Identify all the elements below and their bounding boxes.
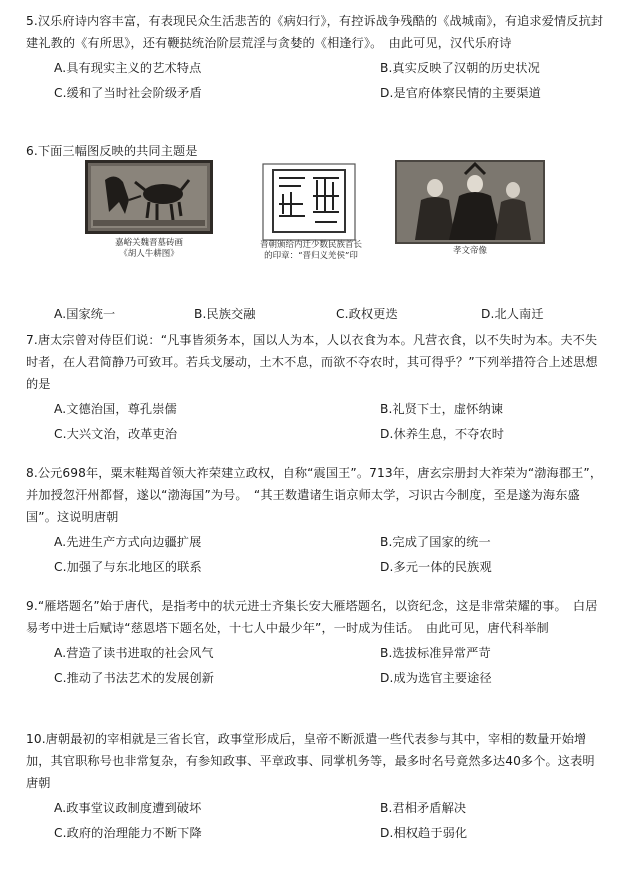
question-7	[26, 329, 604, 448]
question-9-stem: 9.“雁塔题名”始于唐代，是指考中的状元进士齐集长安大雁塔题名，以资纪念，这是非常荣耀的事。 白居易考中进士后赋诗“慈恩塔下题名处，十七人中最少年”，一时成为佳话。 由此可见，唐代科举制	[26, 599, 598, 635]
option-8b[interactable]: B.完成了国家的统一	[380, 535, 491, 549]
option-7b[interactable]: B.礼贤下士，虚怀纳谏	[380, 402, 504, 416]
figure-ox-plowing	[85, 160, 213, 234]
portrait-image	[395, 160, 545, 244]
question-7-stem: 7.唐太宗曾对侍臣们说：“凡事皆须务本，国以人为本，人以衣食为本。凡营衣食，以不失时为本。夫不失时者，在人君简静乃可致耳。若兵戈屡动，土木不息，而欲不夺农时，其可得乎？”下列举措符合上述思想的是	[26, 333, 598, 391]
option-7d[interactable]: D.休养生息，不夺农时	[380, 427, 505, 441]
option-8d[interactable]: D.多元一体的民族观	[380, 560, 492, 574]
question-6-figures	[85, 160, 545, 272]
question-7-options-row-2	[26, 423, 604, 448]
option-9d[interactable]: D.成为选官主要途径	[380, 671, 492, 685]
question-9-options-row-2	[26, 667, 604, 692]
option-5c[interactable]: C.缓和了当时社会阶级矛盾	[54, 86, 202, 100]
figure-portrait	[395, 160, 545, 244]
option-8c[interactable]: C.加强了与东北地区的联系	[54, 560, 202, 574]
option-8a[interactable]: A.先进生产方式向边疆扩展	[54, 535, 202, 549]
option-10a[interactable]: A.政事堂议政制度遭到破坏	[54, 801, 202, 815]
question-10	[26, 728, 604, 847]
question-10-options-row-1	[26, 797, 604, 822]
question-8	[26, 462, 604, 581]
question-5-options-row-2	[26, 82, 604, 107]
question-10-options-row-2	[26, 822, 604, 847]
question-9	[26, 595, 604, 692]
option-5a[interactable]: A.具有现实主义的艺术特点	[54, 61, 202, 75]
question-8-stem: 8.公元698年，粟末鞋羯首领大祚荣建立政权，自称“震国王”。713年，唐玄宗册封大祚荣为“渤海郡王”，并加授忽汗州都督，遂以“渤海国”为号。 “其王数遣诸生诣京师太学，习识古今制度，至是遂为海东盛国”。这说明唐朝	[26, 466, 603, 524]
figure-1-caption: 嘉峪关魏晋墓砖画 《胡人牛耕图》	[114, 238, 183, 259]
figure-3-caption: 孝文帝像	[452, 246, 487, 256]
figure-2-caption: 晋朝颁给内迁少数民族首长 的印章：“晋归义羌侯”印	[259, 240, 362, 261]
seal-image	[239, 160, 381, 244]
option-9c[interactable]: C.推动了书法艺术的发展创新	[54, 671, 215, 685]
option-10b[interactable]: B.君相矛盾解决	[380, 801, 467, 815]
option-10c[interactable]: C.政府的治理能力不断下降	[54, 826, 202, 840]
option-6c[interactable]: C.政权更迭	[336, 307, 398, 321]
figure-seal	[239, 160, 381, 244]
option-7a[interactable]: A.文德治国，尊孔崇儒	[54, 402, 177, 416]
option-6b[interactable]: B.民族交融	[194, 307, 256, 321]
option-6d[interactable]: D.北人南迁	[481, 307, 544, 321]
question-6-options-row	[26, 303, 604, 328]
option-9b[interactable]: B.选拔标准异常严苛	[380, 646, 491, 660]
option-5b[interactable]: B.真实反映了汉朝的历史状况	[380, 61, 540, 75]
option-5d[interactable]: D.是官府体察民情的主要渠道	[380, 86, 541, 100]
option-9a[interactable]: A.营造了读书进取的社会风气	[54, 646, 214, 660]
question-5-stem: 5.汉乐府诗内容丰富，有表现民众生活悲苦的《病妇行》，有控诉战争残酷的《战城南》，有追求爱情反抗封建礼教的《有所思》，还有鞭挞统治阶层荒淫与贪婪的《相逢行》。 由此可见，汉代乐府诗	[26, 14, 604, 50]
question-5	[26, 10, 604, 107]
question-6-options	[26, 303, 604, 328]
question-6	[26, 140, 604, 162]
question-8-options-row-2	[26, 556, 604, 581]
option-7c[interactable]: C.大兴文治，改革吏治	[54, 427, 178, 441]
option-10d[interactable]: D.相权趋于弱化	[380, 826, 468, 840]
ox-plowing-image	[85, 160, 213, 234]
question-8-options-row-1	[26, 531, 604, 556]
question-10-stem: 10.唐朝最初的宰相就是三省长官，政事堂形成后，皇帝不断派遣一些代表参与其中，宰相的数量开始增加，其官职称号也非常复杂，有参知政事、平章政事、同掌机务等，最多时名号竟然多达40多个。这表明唐朝	[26, 732, 595, 790]
question-7-options-row-1	[26, 398, 604, 423]
question-6-stem: 6.下面三幅图反映的共同主题是	[26, 144, 198, 158]
question-9-options-row-1	[26, 642, 604, 667]
option-6a[interactable]: A.国家统一	[54, 307, 116, 321]
question-5-options-row-1	[26, 57, 604, 82]
